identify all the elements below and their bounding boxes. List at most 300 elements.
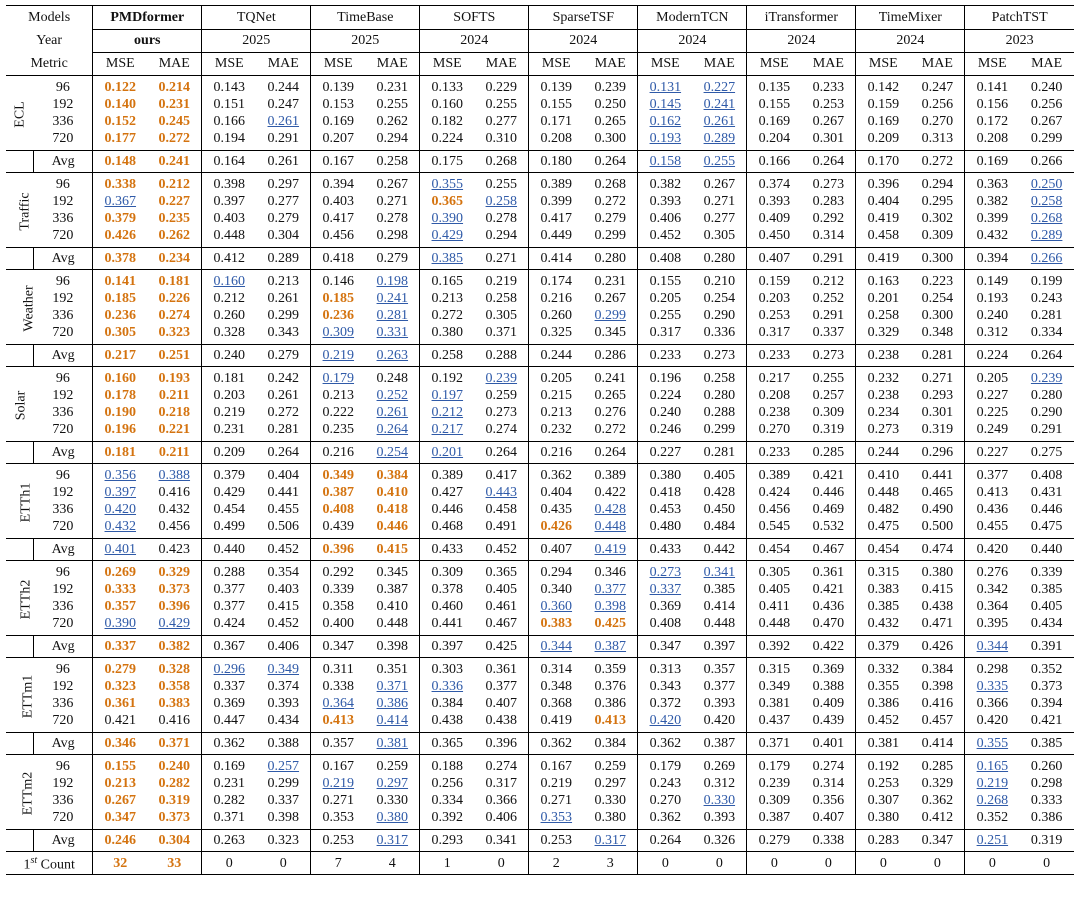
value-text: 0.188 [431, 759, 464, 774]
avg-row [6, 830, 1074, 852]
value-text: 0.389 [758, 468, 791, 483]
avg-value [638, 733, 693, 755]
metric-value [747, 695, 802, 712]
count-value [638, 852, 693, 875]
metric-value [692, 113, 747, 130]
metric-value [147, 678, 202, 695]
avg-value [1019, 539, 1074, 561]
metric-value [692, 173, 747, 194]
avg-value [256, 248, 311, 270]
metric-value [311, 615, 366, 636]
horizon-cell: 720 [34, 518, 93, 539]
metric-value [420, 809, 475, 830]
metric-value [311, 307, 366, 324]
value-text: 0.403 [267, 582, 300, 597]
value-text: 0.431 [1030, 485, 1063, 500]
metric-value [583, 501, 638, 518]
value-text: 0.298 [1030, 776, 1063, 791]
value-text: 0.248 [376, 371, 409, 386]
metric-value [529, 421, 584, 442]
avg-value [965, 539, 1020, 561]
value-text: 0.429 [213, 485, 246, 500]
table-row [6, 755, 1074, 776]
value-text: 0.139 [540, 80, 573, 95]
metric-value [474, 598, 529, 615]
metric-value [529, 76, 584, 97]
value-text: 0.301 [921, 405, 954, 420]
metric-value [801, 290, 856, 307]
value-text: 0.448 [376, 616, 409, 631]
value-text: 0.364 [322, 696, 355, 711]
value-text: 0.468 [431, 519, 464, 534]
value-text: 0.338 [104, 177, 137, 192]
horizon-cell: 96 [34, 270, 93, 291]
avg-value [474, 636, 529, 658]
value-text: 0.239 [1030, 371, 1063, 386]
value-text: 0.234 [867, 405, 900, 420]
metric-value [256, 270, 311, 291]
metric-value [93, 658, 148, 679]
avg-value [583, 442, 638, 464]
value-text: 0.354 [267, 565, 300, 580]
value-text: 0.271 [703, 194, 736, 209]
value-text: 0.207 [322, 131, 355, 146]
value-text: 0.475 [867, 519, 900, 534]
avg-label: Avg [34, 345, 93, 367]
metric-value [856, 755, 911, 776]
metric-value [474, 464, 529, 485]
value-text: 0.449 [540, 228, 573, 243]
metric-value [256, 421, 311, 442]
metric-value [420, 76, 475, 97]
metric-value [692, 464, 747, 485]
avg-spacer [6, 830, 34, 852]
value-text: 0.258 [485, 194, 518, 209]
avg-row [6, 151, 1074, 173]
value-text: 0.268 [594, 177, 627, 192]
value-text: 0.212 [431, 405, 464, 420]
metric-value [856, 581, 911, 598]
metric-value [529, 130, 584, 151]
value-text: 0 [279, 855, 287, 871]
metric-value [965, 324, 1020, 345]
value-text: 0.267 [594, 291, 627, 306]
value-text: 0.177 [104, 131, 137, 146]
table-row [6, 464, 1074, 485]
value-text: 0.403 [322, 194, 355, 209]
model-year: 2024 [747, 30, 856, 53]
metric-value [856, 367, 911, 388]
value-text: 0.198 [376, 274, 409, 289]
avg-spacer [6, 636, 34, 658]
value-text: 0.453 [649, 502, 682, 517]
metric-value [202, 307, 257, 324]
metric-value [311, 598, 366, 615]
value-text: 0.211 [158, 388, 190, 403]
value-text: 0.452 [485, 542, 518, 557]
metric-value [93, 367, 148, 388]
metric-value [910, 96, 965, 113]
mse-header: MSE [93, 53, 148, 76]
metric-value [311, 210, 366, 227]
dataset-name: ECL [12, 101, 28, 128]
horizon-cell: 336 [34, 113, 93, 130]
metric-value [1019, 130, 1074, 151]
metric-value [965, 658, 1020, 679]
table-row [6, 775, 1074, 792]
table-row [6, 173, 1074, 194]
value-text: 0.432 [158, 502, 191, 517]
metric-value [965, 464, 1020, 485]
avg-value [965, 248, 1020, 270]
value-text: 0.345 [594, 325, 627, 340]
metric-value [202, 598, 257, 615]
metric-value [910, 598, 965, 615]
value-text: 0.366 [485, 793, 518, 808]
metric-value [801, 755, 856, 776]
table-row [6, 96, 1074, 113]
metric-value [311, 227, 366, 248]
metric-value [93, 464, 148, 485]
avg-value [747, 345, 802, 367]
metric-value [856, 695, 911, 712]
mae-header: MAE [910, 53, 965, 76]
metric-value [965, 210, 1020, 227]
metric-value [965, 421, 1020, 442]
model-year: 2025 [311, 30, 420, 53]
avg-value [965, 733, 1020, 755]
metric-value [529, 387, 584, 404]
value-text: 0.456 [158, 519, 191, 534]
avg-value [147, 151, 202, 173]
horizon-cell: 96 [34, 658, 93, 679]
value-text: 0.241 [158, 154, 191, 169]
value-text: 0.280 [703, 251, 736, 266]
avg-value [420, 539, 475, 561]
value-text: 0.152 [104, 114, 137, 129]
value-text: 0.167 [540, 759, 573, 774]
metric-value [692, 484, 747, 501]
metric-value [365, 324, 420, 345]
value-text: 0.300 [921, 251, 954, 266]
value-text: 0.331 [376, 325, 409, 340]
metric-value [311, 324, 366, 345]
metric-value [529, 775, 584, 792]
value-text: 0.174 [540, 274, 573, 289]
value-text: 0.122 [104, 80, 137, 95]
value-text: 0.197 [431, 388, 464, 403]
value-text: 0.433 [431, 542, 464, 557]
mae-header: MAE [1019, 53, 1074, 76]
metric-value [583, 290, 638, 307]
metric-value [256, 387, 311, 404]
value-text: 0.364 [976, 599, 1009, 614]
value-text: 0.323 [104, 679, 137, 694]
count-value [856, 852, 911, 875]
metric-value [801, 598, 856, 615]
metric-value [965, 775, 1020, 792]
mae-header: MAE [256, 53, 311, 76]
value-text: 0.414 [921, 736, 954, 751]
metric-value [747, 290, 802, 307]
metric-value [529, 561, 584, 582]
metric-value [202, 615, 257, 636]
metric-value [1019, 695, 1074, 712]
value-text: 0.159 [758, 274, 791, 289]
avg-value [692, 151, 747, 173]
metric-value [801, 581, 856, 598]
count-value [965, 852, 1020, 875]
metric-value [420, 501, 475, 518]
table-row [6, 324, 1074, 345]
value-text: 0.247 [921, 80, 954, 95]
value-text: 0.267 [1030, 114, 1063, 129]
results-table [6, 5, 1074, 875]
value-text: 0.393 [758, 194, 791, 209]
value-text: 0.422 [594, 485, 627, 500]
value-text: 0.219 [540, 776, 573, 791]
value-text: 0.226 [158, 291, 191, 306]
value-text: 0.455 [976, 519, 1009, 534]
metric-value [910, 712, 965, 733]
metric-value [202, 755, 257, 776]
avg-value [93, 248, 148, 270]
value-text: 0.371 [158, 736, 191, 751]
value-text: 0.289 [267, 251, 300, 266]
metric-value [256, 76, 311, 97]
value-text: 0.312 [976, 325, 1009, 340]
avg-value [965, 636, 1020, 658]
metric-value [365, 404, 420, 421]
metric-value [583, 695, 638, 712]
value-text: 0.290 [1030, 405, 1063, 420]
value-text: 0.384 [431, 696, 464, 711]
metric-value [801, 96, 856, 113]
value-text: 0.239 [485, 371, 518, 386]
avg-value [1019, 151, 1074, 173]
metric-value [692, 404, 747, 421]
value-text: 0.377 [485, 679, 518, 694]
metric-value [747, 421, 802, 442]
value-text: 0.384 [921, 662, 954, 677]
value-text: 0.258 [485, 291, 518, 306]
value-text: 0.165 [431, 274, 464, 289]
value-text: 0.380 [921, 565, 954, 580]
value-text: 0.261 [267, 114, 300, 129]
table-row [6, 518, 1074, 539]
avg-value [856, 345, 911, 367]
metric-value [420, 581, 475, 598]
metric-value [965, 290, 1020, 307]
metric-value [910, 173, 965, 194]
metric-value [747, 270, 802, 291]
table-row [6, 76, 1074, 97]
value-text: 0 [1043, 855, 1051, 871]
metric-value [856, 561, 911, 582]
metric-value [965, 615, 1020, 636]
metric-value [692, 712, 747, 733]
value-text: 0.383 [867, 582, 900, 597]
value-text: 0.373 [158, 582, 191, 597]
value-text: 0.171 [540, 114, 573, 129]
count-text: Count [40, 857, 75, 873]
mse-header: MSE [420, 53, 475, 76]
metric-value [256, 501, 311, 518]
metric-value [910, 809, 965, 830]
value-text: 0.262 [158, 228, 191, 243]
metric-value [420, 270, 475, 291]
metric-value [692, 290, 747, 307]
value-text: 0.373 [1030, 679, 1063, 694]
value-text: 0.260 [540, 308, 573, 323]
value-text: 0.141 [976, 80, 1009, 95]
metric-value [692, 809, 747, 830]
avg-value [147, 442, 202, 464]
value-text: 0.385 [1030, 736, 1063, 751]
avg-value [856, 733, 911, 755]
mse-header: MSE [529, 53, 584, 76]
table-row [6, 792, 1074, 809]
value-text: 0.343 [267, 325, 300, 340]
metric-value [1019, 367, 1074, 388]
metric-value [147, 96, 202, 113]
metric-value [420, 210, 475, 227]
metric-value [93, 421, 148, 442]
metric-value [474, 658, 529, 679]
table-row [6, 421, 1074, 442]
avg-value [529, 830, 584, 852]
value-text: 0.379 [104, 211, 137, 226]
value-text: 0.261 [376, 405, 409, 420]
metric-value [147, 324, 202, 345]
value-text: 0.491 [485, 519, 518, 534]
table-row [6, 484, 1074, 501]
horizon-cell: 192 [34, 678, 93, 695]
table-row [6, 113, 1074, 130]
horizon-cell: 96 [34, 755, 93, 776]
metric-value [856, 113, 911, 130]
value-text: 0.389 [540, 177, 573, 192]
value-text: 0.399 [976, 211, 1009, 226]
value-text: 0.475 [1030, 519, 1063, 534]
value-text: 0.216 [322, 445, 355, 460]
value-text: 0.425 [485, 639, 518, 654]
metric-value [692, 227, 747, 248]
avg-value [93, 830, 148, 852]
value-text: 0.434 [267, 713, 300, 728]
value-text: 0 [225, 855, 233, 871]
metric-value [910, 464, 965, 485]
metric-value [583, 615, 638, 636]
value-text: 0.263 [376, 348, 409, 363]
metric-value [311, 792, 366, 809]
value-text: 0.387 [376, 582, 409, 597]
metric-value [311, 113, 366, 130]
value-text: 0.413 [594, 713, 627, 728]
metric-value [801, 484, 856, 501]
metric-value [1019, 307, 1074, 324]
value-text: 0.219 [322, 348, 355, 363]
value-text: 0.222 [322, 405, 355, 420]
value-text: 0.264 [594, 154, 627, 169]
metric-value [420, 712, 475, 733]
value-text: 0.170 [867, 154, 900, 169]
metric-value [910, 484, 965, 501]
horizon-cell: 336 [34, 307, 93, 324]
value-text: 0.424 [758, 485, 791, 500]
avg-value [1019, 733, 1074, 755]
value-text: 0.460 [431, 599, 464, 614]
value-text: 0.407 [540, 542, 573, 557]
table-row [6, 307, 1074, 324]
mse-header: MSE [747, 53, 802, 76]
value-text: 0.450 [758, 228, 791, 243]
metric-value [692, 658, 747, 679]
metric-value [365, 755, 420, 776]
value-text: 0.374 [267, 679, 300, 694]
mse-header: MSE [638, 53, 693, 76]
metric-value [147, 581, 202, 598]
value-text: 0.335 [976, 679, 1009, 694]
value-text: 0.274 [485, 759, 518, 774]
avg-value [474, 345, 529, 367]
avg-value [147, 539, 202, 561]
value-text: 0.258 [431, 348, 464, 363]
value-text: 0.405 [758, 582, 791, 597]
metric-value [1019, 173, 1074, 194]
metric-value [856, 658, 911, 679]
metric-value [910, 792, 965, 809]
metric-value [474, 404, 529, 421]
metric-value [420, 792, 475, 809]
value-text: 0.297 [594, 776, 627, 791]
value-text: 0.289 [1030, 228, 1063, 243]
metric-value [801, 695, 856, 712]
metric-value [202, 76, 257, 97]
value-text: 0.181 [104, 445, 137, 460]
value-text: 0.398 [376, 639, 409, 654]
metric-value [529, 367, 584, 388]
value-text: 0.315 [867, 565, 900, 580]
value-text: 0.397 [431, 639, 464, 654]
dataset-name: Solar [13, 390, 29, 421]
metric-value [1019, 581, 1074, 598]
value-text: 0.243 [1030, 291, 1063, 306]
metric-value [965, 518, 1020, 539]
avg-value [529, 248, 584, 270]
metric-value [93, 210, 148, 227]
value-text: 0.336 [431, 679, 464, 694]
metric-value [474, 307, 529, 324]
value-text: 0.418 [376, 502, 409, 517]
metric-value [638, 755, 693, 776]
value-text: 0.267 [812, 114, 845, 129]
value-text: 0.326 [703, 833, 736, 848]
metric-value [311, 658, 366, 679]
value-text: 0.408 [649, 251, 682, 266]
value-text: 0.387 [703, 736, 736, 751]
avg-value [692, 539, 747, 561]
value-text: 0.394 [322, 177, 355, 192]
mae-header: MAE [365, 53, 420, 76]
value-text: 0.404 [867, 194, 900, 209]
metric-value [311, 518, 366, 539]
metric-value [202, 792, 257, 809]
metric-value [965, 96, 1020, 113]
value-text: 0.239 [594, 80, 627, 95]
value-text: 0.294 [376, 131, 409, 146]
value-text: 0.480 [649, 519, 682, 534]
